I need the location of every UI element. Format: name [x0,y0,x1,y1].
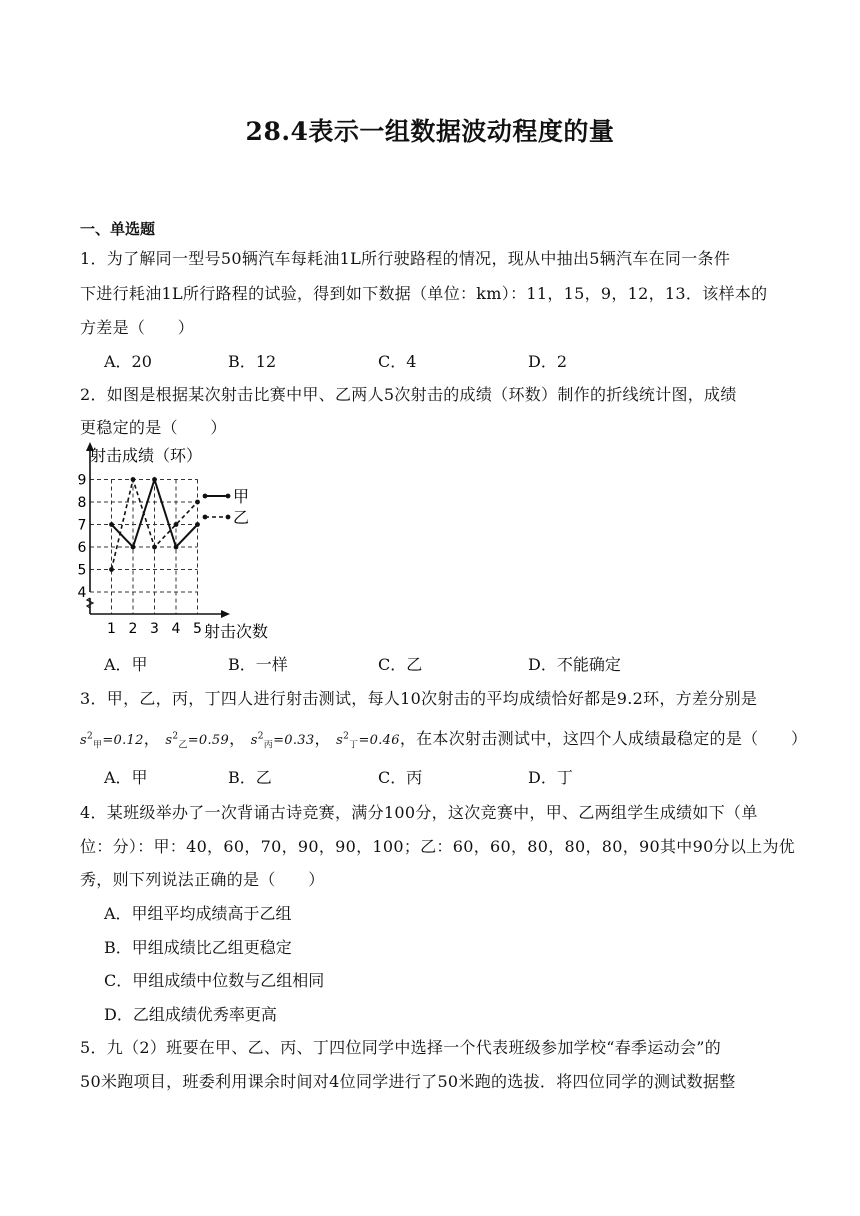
x-tick-label-4: 4 [171,621,181,637]
q2-option-b: B．一样 [228,655,288,674]
q4-option-d: D．乙组成绩优秀率更高 [104,1005,277,1024]
q4-line3: 秀，则下列说法正确的是（ ） [80,870,325,889]
variance-formula-3: $s^2_丙=0.33$ [250,731,315,751]
data-point-0-4 [195,522,200,527]
q3-option-b: B．乙 [228,768,272,787]
data-point-1-3 [174,522,179,527]
chart-legend [203,487,249,527]
q3-line2: $s^2_甲=0.12$， $s^2_乙=0.59$， $s^2_丙=0.33$， $s^2_丁=0.46$，在本次射击测试中，这四个人成绩最稳定的是（ ） [80,729,808,751]
data-point-1-1 [131,477,136,482]
data-point-1-4 [195,500,200,505]
q2-line1: 2．如图是根据某次射击比赛中甲、乙两人5次射击的成绩（环数）制作的折线统计图，成绩 [80,385,737,404]
data-point-1-2 [152,545,157,550]
q4-line2: 位：分）：甲：40，60，70，90，90，100；乙：60，60，80，80，80，90其中90分以上为优 [80,837,796,856]
legend-marker-end-0 [226,494,231,499]
q4-line1: 4．某班级举办了一次背诵古诗竞赛，满分100分，这次竞赛中，甲、乙两组学生成绩如下（单 [80,803,758,822]
x-tick-label-5: 5 [193,621,202,637]
q2-line2: 更稳定的是（ ） [80,418,227,437]
legend-marker-1 [203,515,208,520]
q3-option-a: A．甲 [104,768,148,787]
y-tick-label-8: 8 [78,495,87,511]
x-tick-label-3: 3 [150,621,159,637]
variance-formula-1: $s^2_甲=0.12$ [80,731,144,751]
section-heading: 一、单选题 [80,220,156,238]
q2-option-a: A．甲 [104,655,148,674]
q3-option-c: C．丙 [378,768,423,787]
y-tick-label-6: 6 [78,540,87,556]
q1-line2: 下进行耗油1L所行路程的试验，得到如下数据（单位：km）：11，15，9，12，13．该样本的 [80,284,768,303]
y-tick-label-9: 9 [78,472,87,489]
page-title: 28.4表示一组数据波动程度的量 [245,117,615,146]
legend-label-1: 乙 [233,508,250,527]
q1-option-b: B．12 [228,352,277,371]
x-axis-arrow [221,610,230,618]
legend-label-0: 甲 [233,487,250,506]
q5-line1: 5．九（2）班要在甲、乙、丙、丁四位同学中选择一个代表班级参加学校“春季运动会”的 [80,1038,722,1057]
q2-option-d: D．不能确定 [528,655,621,674]
shooting-score-line-chart [78,440,278,645]
x-tick-label-2: 2 [128,621,138,637]
chart-x-axis-label: 射击次数 [204,622,269,641]
chart-grid [90,480,198,615]
q3-option-d: D．丁 [528,768,573,787]
q1-option-c: C．4 [378,352,417,371]
q1-option-a: A．20 [104,352,152,371]
y-tick-label-5: 5 [78,562,87,579]
chart-y-axis-label: 射击成绩（环） [90,446,203,465]
q2-option-c: C．乙 [378,655,423,674]
data-point-0-2 [152,477,157,482]
q1-line1: 1．为了解同一型号50辆汽车每耗油1L所行驶路程的情况，现从中抽出5辆汽车在同一条件 [80,249,731,268]
q3-line1: 3．甲，乙，丙，丁四人进行射击测试，每人10次射击的平均成绩恰好都是9.2环，方差分别是 [80,689,758,708]
y-tick-label-4: 4 [78,585,87,601]
q4-option-c: C．甲组成绩中位数与乙组相同 [104,971,325,990]
q5-line2: 50米跑项目，班委利用课余时间对4位同学进行了50米跑的选拔．将四位同学的测试数据整 [80,1072,736,1091]
legend-marker-end-1 [226,515,231,520]
q1-option-d: D．2 [528,352,568,371]
data-point-0-1 [131,545,136,550]
variance-formula-2: $s^2_乙=0.59$ [165,731,230,751]
q4-option-b: B．甲组成绩比乙组更稳定 [104,938,292,957]
q1-line3: 方差是（ ） [80,318,195,337]
x-tick-label-1: 1 [107,621,116,637]
data-point-1-0 [109,567,114,572]
q3-line2-text: ，在本次射击测试中，这四个人成绩最稳定的是（ ） [399,729,808,748]
variance-formula-4: $s^2_丁=0.46$ [336,731,400,751]
data-point-0-3 [174,545,179,550]
data-point-0-0 [109,522,114,527]
q4-option-a: A．甲组平均成绩高于乙组 [104,904,292,923]
legend-marker-0 [203,494,208,499]
y-tick-label-7: 7 [78,517,87,534]
